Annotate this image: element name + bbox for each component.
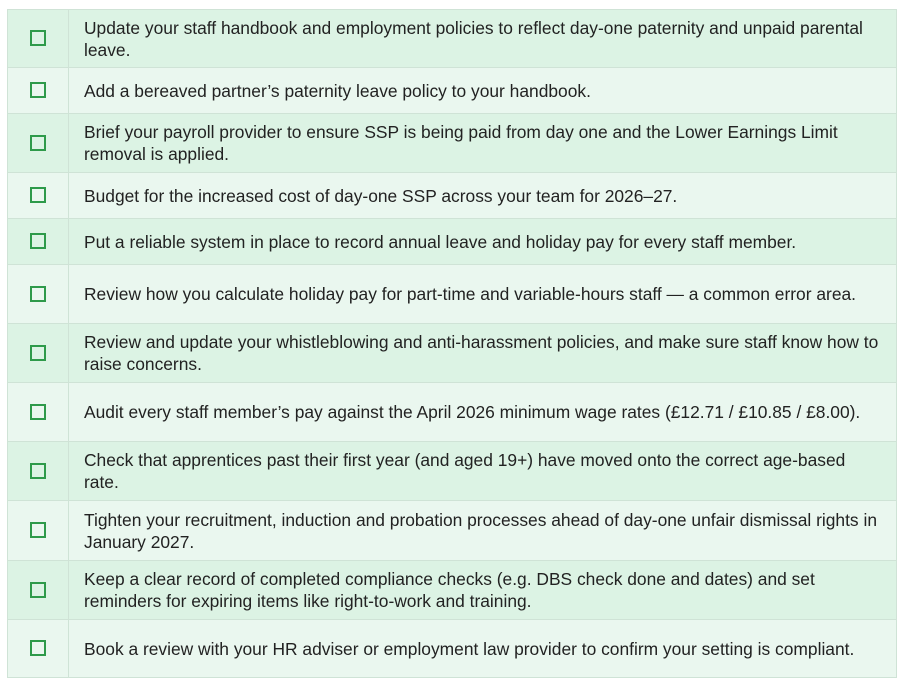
checklist-item-text: Tighten your recruitment, induction and probation processes ahead of day-one unfair dismissal rights in January 2027. [69,501,897,561]
checkbox-cell [8,10,69,68]
checklist-row [8,173,897,219]
checklist-item-text: Book a review with your HR adviser or employment law provider to confirm your setting is compliant. [69,620,897,678]
checklist-item-text: Put a reliable system in place to record annual leave and holiday pay for every staff member. [69,219,897,265]
checklist-row [8,265,897,324]
compliance-checklist [7,9,897,678]
checkbox[interactable] [30,233,46,249]
checklist-row [8,324,897,383]
checkbox[interactable] [30,404,46,420]
checkbox-cell [8,219,69,265]
checklist-item-text: Budget for the increased cost of day-one SSP across your team for 2026–27. [69,173,897,219]
checkbox[interactable] [30,463,46,479]
checklist-item-text: Add a bereaved partner’s paternity leave policy to your handbook. [69,68,897,114]
checklist-row [8,620,897,678]
checklist-item-text: Review how you calculate holiday pay for part-time and variable-hours staff — a common error area. [69,265,897,324]
checklist-row [8,501,897,561]
checklist-item-text: Review and update your whistleblowing and anti-harassment policies, and make sure staff know how to raise concerns. [69,324,897,383]
checklist-row [8,442,897,501]
checkbox-cell [8,442,69,501]
checkbox[interactable] [30,187,46,203]
checklist-row [8,219,897,265]
checklist-item-text: Check that apprentices past their first year (and aged 19+) have moved onto the correct age-based rate. [69,442,897,501]
checkbox-cell [8,265,69,324]
checkbox[interactable] [30,582,46,598]
checkbox-cell [8,561,69,620]
checkbox-cell [8,68,69,114]
checklist-row [8,383,897,442]
checklist-row [8,114,897,173]
checklist-row [8,561,897,620]
checkbox-cell [8,324,69,383]
checkbox-cell [8,383,69,442]
checkbox[interactable] [30,345,46,361]
checklist-item-text: Keep a clear record of completed compliance checks (e.g. DBS check done and dates) and set reminders for expiring items like right-to-work and training. [69,561,897,620]
checkbox-cell [8,114,69,173]
checkbox-cell [8,501,69,561]
checkbox-cell [8,620,69,678]
checkbox-cell [8,173,69,219]
checklist-item-text: Audit every staff member’s pay against the April 2026 minimum wage rates (£12.71 / £10.85 / £8.00). [69,383,897,442]
checkbox[interactable] [30,522,46,538]
checkbox[interactable] [30,82,46,98]
checklist-item-text: Update your staff handbook and employment policies to reflect day-one paternity and unpaid parental leave. [69,10,897,68]
checkbox[interactable] [30,30,46,46]
checkbox[interactable] [30,640,46,656]
checkbox[interactable] [30,135,46,151]
checklist-row [8,10,897,68]
checklist-item-text: Brief your payroll provider to ensure SSP is being paid from day one and the Lower Earnings Limit removal is applied. [69,114,897,173]
checkbox[interactable] [30,286,46,302]
checklist-row [8,68,897,114]
